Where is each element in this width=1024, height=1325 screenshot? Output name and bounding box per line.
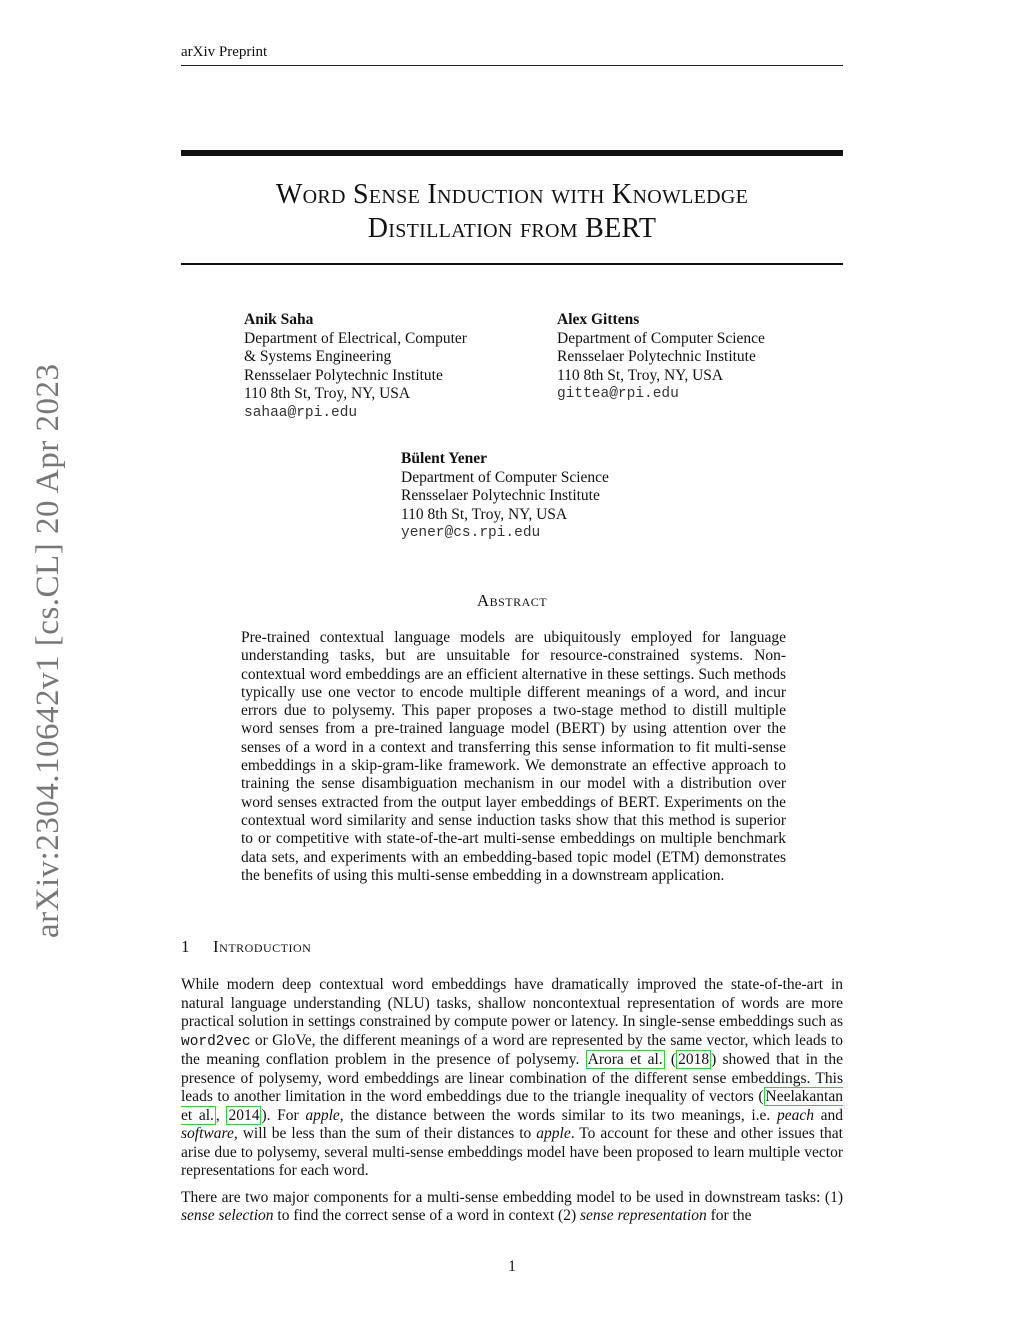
section-number: 1 bbox=[181, 937, 190, 956]
title-word: Induction bbox=[427, 179, 544, 210]
citation-link-neelakantan[interactable]: Neelakantan et al. bbox=[181, 1088, 843, 1124]
author-block-1 bbox=[244, 311, 467, 422]
citation-year-link-neelakantan[interactable]: 2014 bbox=[228, 1106, 260, 1124]
introduction-paragraph-1: While modern deep contextual word embeddings have dramatically improved the state-of-the-art in natural language understanding (NLU) tasks, shallow noncontextual representation of words are more practical solution in settings constrained by compute power or latency. In single-sense embeddings such as word2vec or GloVe, the different meanings of a word are represented by the same vector, which leads to the meaning conflation problem in the presence of polysemy. Arora et al. ( 2018 ) showed that in the presence of polysemy, word embeddings are linear combination of the different sense embeddings. This leads to another limitation in the word embeddings due to the triangle inequality of vectors ( Neelakantan et al. , 2014 ). For apple, the distance between the words similar to its two meanings, i.e. peach and software, will be less than the sum of their distances to apple. To account for these and other issues that arise due to polysemy, several multi-sense embeddings model have been proposed to learn multiple vector representations for each word. bbox=[181, 976, 844, 1179]
introduction-paragraph-2: There are two major components for a multi-sense embedding model to be used in downstream tasks: (1) sense selection to find the correct sense of a word in context (2) sense representation for the bbox=[181, 1188, 843, 1224]
abstract-body: Pre-trained contextual language models are ubiquitously employed for language understanding tasks, but are unsuitable for resource-constrained systems. Non-contextual word embeddings are an efficient alternative in these settings. Such methods typically use one vector to encode multiple different meanings of a word, and incur errors due to polysemy. This paper proposes a two-stage method to distill multiple word senses from a pre-trained language model (BERT) by using attention over the senses of a word in a context and transferring this sense information to fit multi-sense embeddings in a skip-gram-like framework. We demonstrate an effective approach to training the sense disambiguation mechanism in our model with a distribution over word senses extracted from the output layer embeddings of BERT. Experiments on the contextual word similarity and sense induction tasks show that this method is superior to or competitive with state-of-the-art multi-sense embeddings on multiple benchmark data sets, and experiments with an embedding-based topic model (ETM) demonstrates the benefits of using this multi-sense embedding in a downstream application. bbox=[241, 629, 786, 884]
title-word: Distillation bbox=[367, 213, 513, 244]
citation-link-arora[interactable]: Arora et al. bbox=[587, 1051, 663, 1068]
author-affiliation-line: 110 8th St, Troy, NY, USA bbox=[557, 366, 724, 384]
author-email: gittea@rpi.edu bbox=[557, 386, 679, 402]
title-word: from bbox=[519, 213, 578, 244]
title-line-2 bbox=[181, 212, 843, 246]
title-word: Knowledge bbox=[611, 179, 749, 210]
author-name: Alex Gittens bbox=[557, 311, 640, 328]
author-block-2 bbox=[557, 311, 765, 404]
title-top-rule bbox=[181, 150, 843, 156]
section-title: Introduction bbox=[213, 937, 312, 956]
author-email: sahaa@rpi.edu bbox=[244, 404, 358, 421]
inline-code: word2vec bbox=[181, 1033, 251, 1050]
section-heading-introduction bbox=[181, 937, 311, 957]
title-word: Sense bbox=[353, 179, 421, 210]
author-email: yener@cs.rpi.edu bbox=[401, 525, 541, 541]
author-name: Anik Saha bbox=[244, 311, 314, 328]
author-name: Bülent Yener bbox=[401, 450, 487, 467]
page-number: 1 bbox=[508, 1258, 516, 1275]
arxiv-sidebar-stamp: arXiv:2304.10642v1 [cs.CL] 20 Apr 2023 bbox=[30, 363, 66, 938]
author-affiliation-line: 110 8th St, Troy, NY, USA bbox=[244, 385, 411, 402]
author-affiliation-line: Rensselaer Polytechnic Institute bbox=[557, 348, 756, 365]
running-header: arXiv Preprint bbox=[181, 44, 268, 60]
author-block-3 bbox=[401, 450, 609, 543]
author-affiliation-line: Rensselaer Polytechnic Institute bbox=[401, 487, 600, 504]
title-line-1 bbox=[181, 178, 843, 212]
author-affiliation-line: & Systems Engineering bbox=[244, 348, 392, 365]
title-word: BERT bbox=[585, 213, 657, 244]
title-word: with bbox=[551, 179, 605, 210]
author-affiliation-line: 110 8th St, Troy, NY, USA bbox=[401, 505, 568, 523]
citation-year-link-arora[interactable]: 2018 bbox=[678, 1051, 710, 1068]
header-rule bbox=[181, 65, 843, 66]
title-bottom-rule bbox=[181, 263, 843, 265]
author-affiliation-line: Department of Computer Science bbox=[557, 329, 765, 347]
author-affiliation-line: Department of Computer Science bbox=[401, 468, 609, 486]
author-affiliation-line: Department of Electrical, Computer bbox=[244, 329, 467, 347]
abstract-heading: Abstract bbox=[476, 591, 548, 610]
author-affiliation-line: Rensselaer Polytechnic Institute bbox=[244, 366, 443, 384]
introduction-body bbox=[181, 976, 843, 1234]
title-word: Word bbox=[275, 179, 346, 210]
paper-title bbox=[181, 178, 843, 246]
